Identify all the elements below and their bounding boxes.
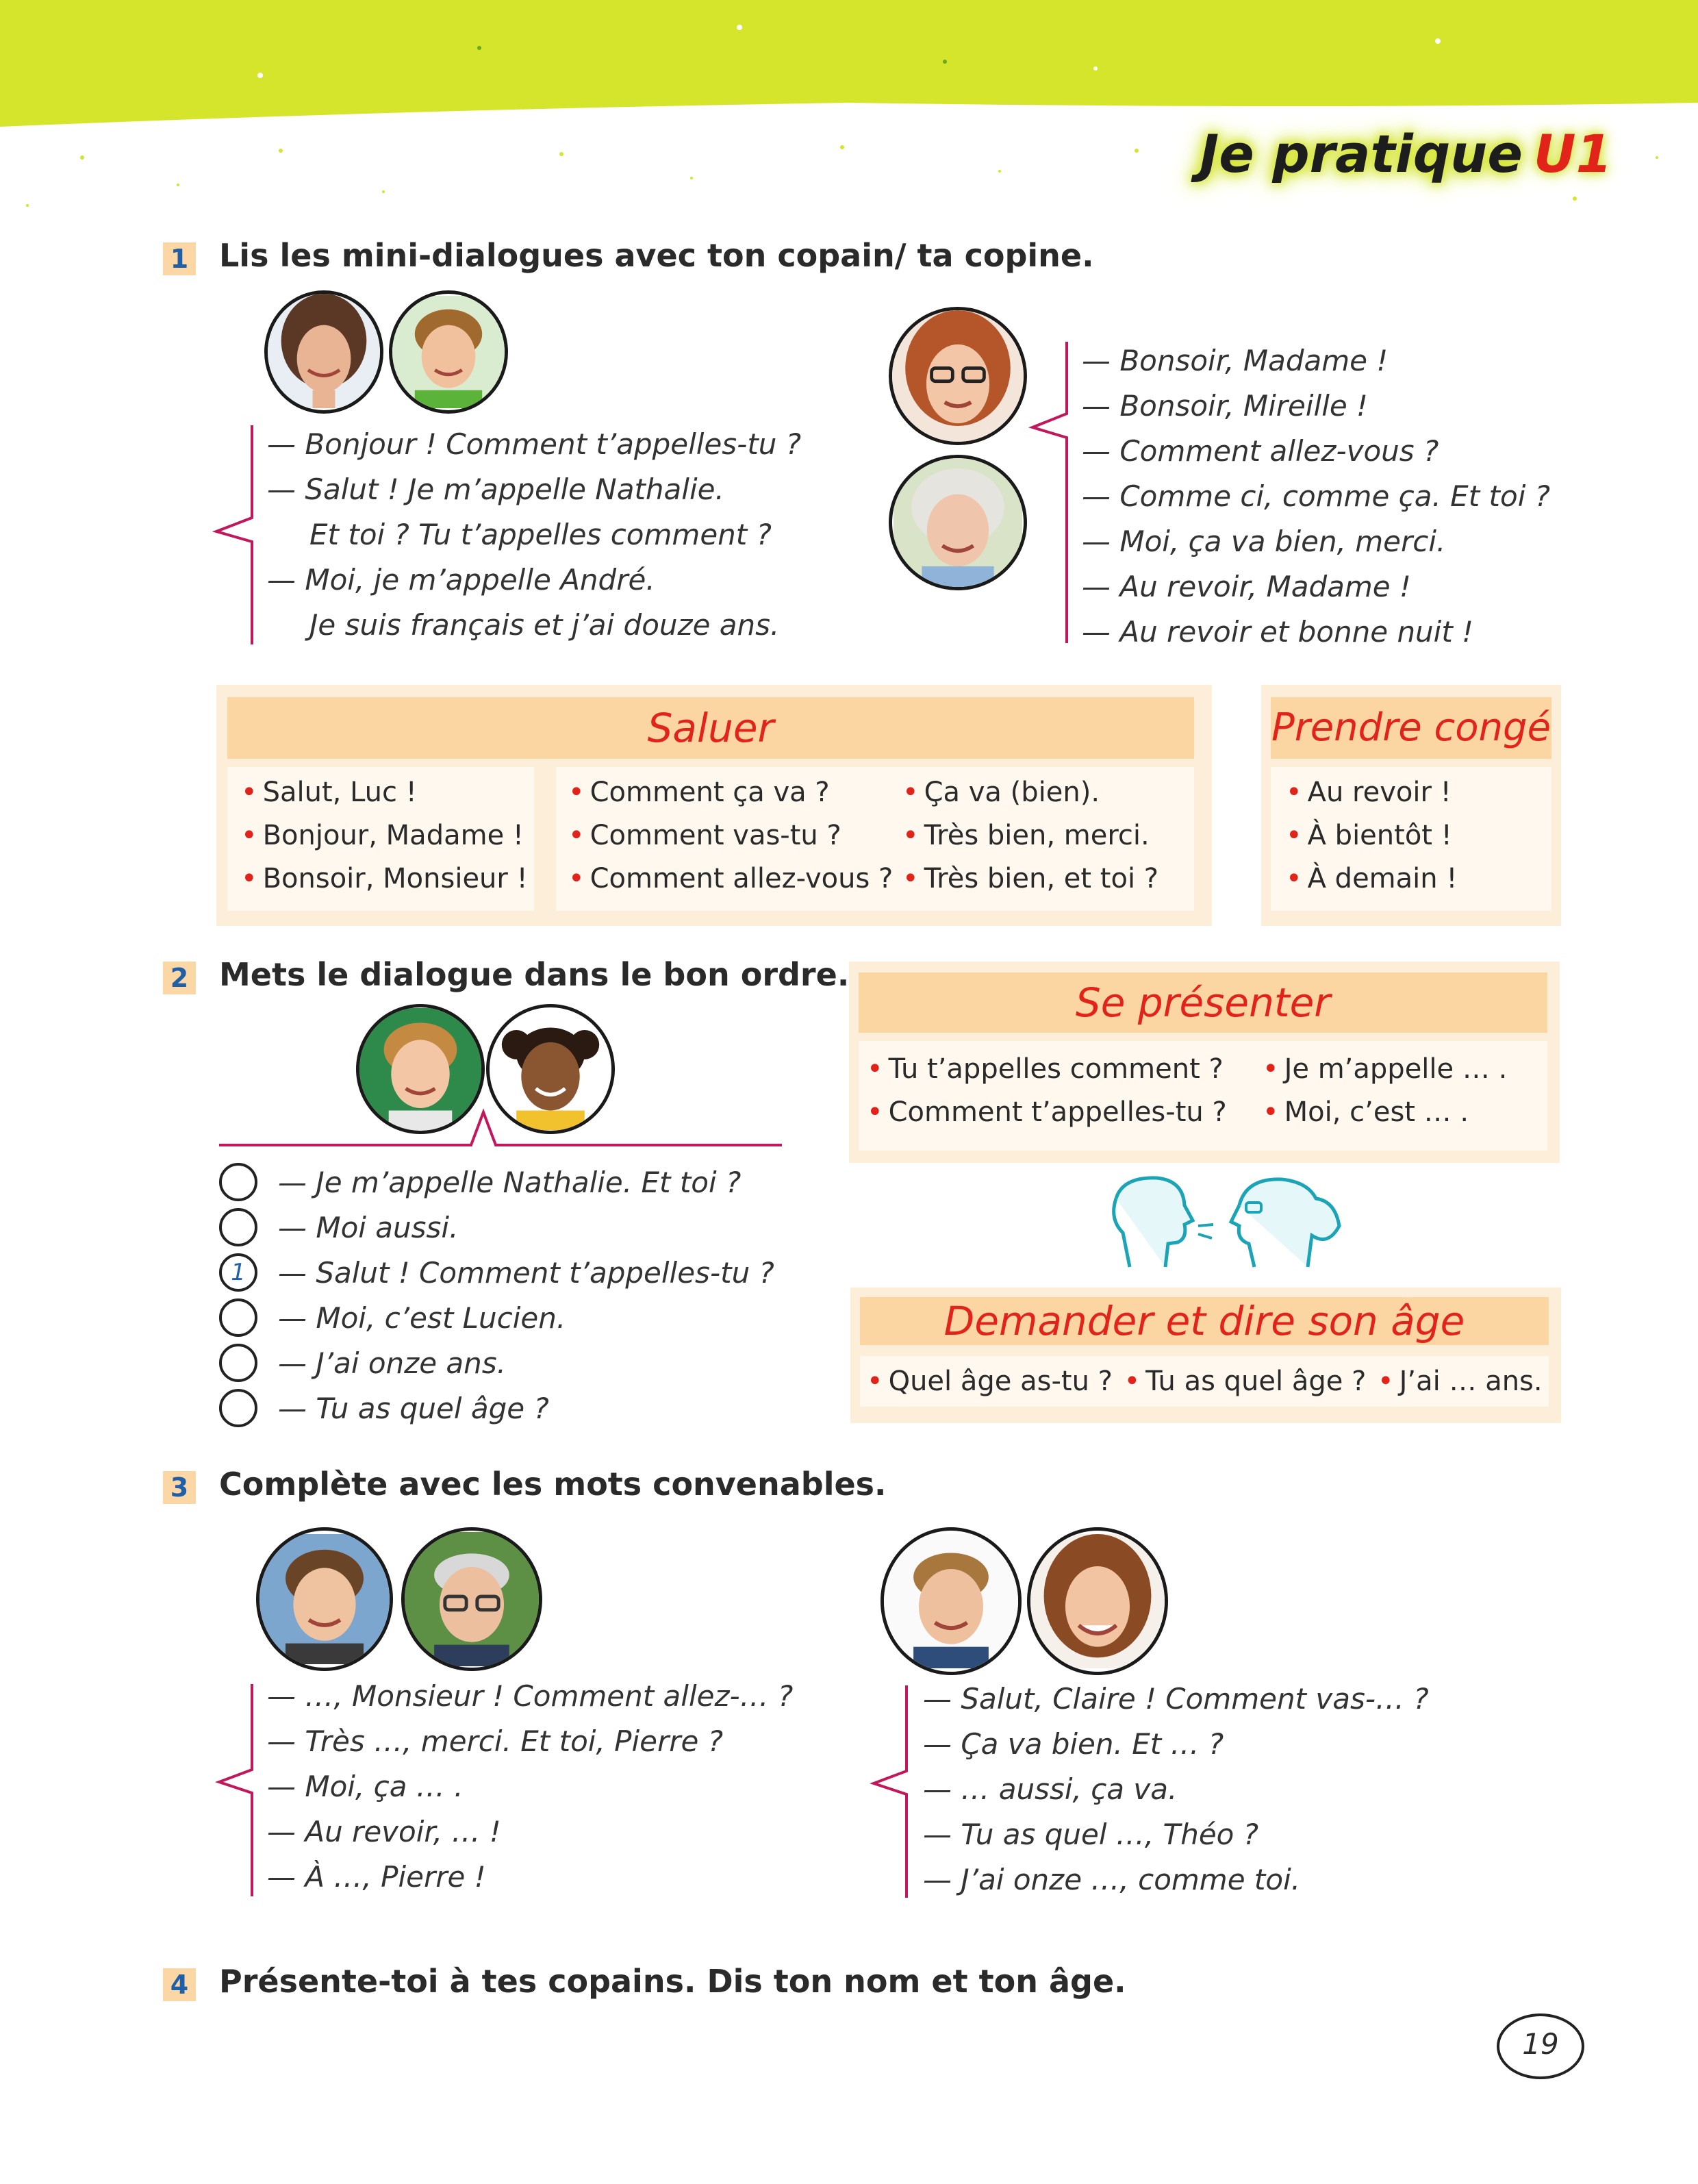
se-presenter-title: Se présenter [859,972,1547,1033]
order-input[interactable] [219,1208,257,1246]
dialogue-line: — Ça va bien. Et … ? [923,1727,1224,1761]
dialogue-bracket [867,1682,913,1901]
dialogue-line: — J’ai onze …, comme toi. [923,1863,1301,1896]
saluer-title: Saluer [227,697,1194,759]
saluer-col-3 [902,771,1158,901]
dialogue-line: — Salut, Claire ! Comment vas-… ? [923,1682,1429,1716]
avatar-madame [889,455,1027,590]
dialogue-line: — Moi, ça va bien, merci. [1082,525,1446,558]
dialogue-line: Et toi ? Tu t’appelles comment ? [309,518,772,551]
dialogue-bracket [1024,338,1074,647]
phrase-item: • Moi, c’est … . [1263,1096,1469,1128]
dialogue-line: — À …, Pierre ! [267,1860,486,1894]
phrase-item: • À demain ! [1286,863,1458,894]
avatar-boy-andre [389,290,508,414]
dialogue-line: — Au revoir et bonne nuit ! [1082,615,1474,649]
se-presenter-col-2 [1263,1048,1507,1134]
exercise-1-title: Lis les mini-dialogues avec ton copain/ ta copine. [219,237,1094,274]
dialogue-bracket [214,1681,259,1900]
dialogue-line: Je suis français et j’ai douze ans. [309,608,780,642]
phrase-item: Tu as quel âge ? [1145,1366,1367,1397]
dialogue-line: — Au revoir, … ! [267,1815,501,1848]
exercise-3-number: 3 [163,1471,196,1504]
unit-label: U1 [1533,123,1612,184]
exercise-1-number: 1 [163,242,196,275]
ordering-line: — J’ai onze ans. [278,1346,506,1380]
avatar-theo [880,1527,1022,1675]
dialogue-line: — Bonjour ! Comment t’appelles-tu ? [267,427,802,461]
exercise-2-number: 2 [163,962,196,994]
avatar-girl-nathalie [264,290,383,414]
dialogue-line: — Tu as quel …, Théo ? [923,1818,1259,1851]
dialogue-line: — Très …, merci. Et toi, Pierre ? [267,1724,724,1758]
dialogue-bracket [218,1107,783,1148]
dialogue-1a [267,422,801,648]
dialogue-line: — Bonsoir, Mireille ! [1082,389,1368,423]
order-input[interactable] [219,1298,257,1337]
avatar-mireille [889,307,1027,445]
phrase-item: • Salut, Luc ! [241,777,417,808]
phrase-item: Quel âge as-tu ? [888,1366,1113,1397]
prendre-conge-list [1271,767,1551,911]
dialogue-3a [267,1674,793,1900]
dialogue-1b [1082,338,1550,655]
phrase-item: J’ai … ans. [1399,1366,1543,1397]
dialogue-line: — Comme ci, comme ça. Et toi ? [1082,479,1551,513]
page-number: 19 [1497,2013,1584,2079]
phrase-item: • Bonsoir, Monsieur ! [241,863,528,894]
dialogue-line: — … aussi, ça va. [923,1772,1178,1806]
header-title-text: Je pratique [1200,123,1523,184]
phrase-item: • Comment vas-tu ? [568,820,841,851]
dialogue-line: — Salut ! Je m’appelle Nathalie. [267,473,724,506]
exercise-2-title: Mets le dialogue dans le bon ordre. [219,956,850,993]
phrase-item: • Comment allez-vous ? [568,863,894,894]
ordering-line: — Moi aussi. [278,1211,459,1244]
order-input[interactable] [219,1389,257,1427]
ordering-line: — Moi, c’est Lucien. [278,1301,566,1335]
phrase-item: • Bonjour, Madame ! [241,820,524,851]
phrase-item: • Au revoir ! [1286,777,1452,808]
order-input[interactable] [219,1344,257,1382]
exercise-4-number: 4 [163,1968,196,2001]
phrase-item: • Très bien, et toi ? [902,863,1158,894]
saluer-col-1 [227,767,534,911]
exercise-3-title: Complète avec les mots convenables. [219,1466,887,1503]
phrase-item: • À bientôt ! [1286,820,1452,851]
prendre-conge-title: Prendre congé [1271,697,1551,759]
dialogue-line: — Comment allez-vous ? [1082,434,1439,468]
ordering-line: — Salut ! Comment t’appelles-tu ? [278,1256,774,1290]
phrase-item: • Tu t’appelles comment ? [867,1053,1224,1085]
phrase-item: • Ça va (bien). [902,777,1100,808]
phrase-item: • Comment ça va ? [568,777,830,808]
phrase-item: • Comment t’appelles-tu ? [867,1096,1227,1128]
dialogue-line: — Moi, ça … . [267,1770,464,1803]
page-header-title [1200,123,1612,205]
exercise-4-title: Présente-toi à tes copains. Dis ton nom et ton âge. [219,1963,1126,2000]
age-title: Demander et dire son âge [860,1297,1549,1345]
phrase-item: • Je m’appelle … . [1263,1053,1508,1085]
age-phrase-list: • Quel âge as-tu ? • Tu as quel âge ? • J’ai … ans. [867,1366,1543,1397]
speaking-profiles-illustration [1102,1171,1349,1274]
top-banner [0,0,1698,137]
ordering-line: — Tu as quel âge ? [278,1392,549,1425]
order-input[interactable]: 1 [219,1253,257,1292]
dialogue-3b [923,1677,1429,1903]
avatar-monsieur [401,1527,542,1671]
dialogue-bracket [211,422,259,648]
ordering-line: — Je m’appelle Nathalie. Et toi ? [278,1166,742,1199]
dialogue-line: — Moi, je m’appelle André. [267,563,655,597]
dialogue-line: — Bonsoir, Madame ! [1082,344,1389,377]
dialogue-line: — …, Monsieur ! Comment allez-… ? [267,1679,794,1713]
se-presenter-col-1 [867,1048,1227,1134]
phrase-item: • Très bien, merci. [902,820,1150,851]
avatar-pierre [256,1527,393,1671]
avatar-claire [1027,1527,1168,1675]
order-input[interactable] [219,1163,257,1201]
dialogue-line: — Au revoir, Madame ! [1082,570,1411,603]
